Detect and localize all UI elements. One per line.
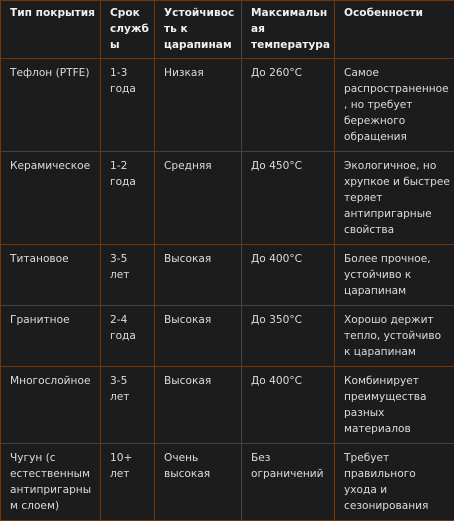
cell-service-life: 1-3 года xyxy=(101,59,155,152)
cell-coating-type: Тефлон (PTFE) xyxy=(1,59,101,152)
cell-features: Хорошо держит тепло, устойчиво к царапинам xyxy=(335,306,454,367)
cell-max-temperature: До 400°C xyxy=(242,367,335,444)
table-row xyxy=(1,306,454,367)
table-row xyxy=(1,152,454,245)
cell-service-life: 2-4 года xyxy=(101,306,155,367)
cell-scratch-resistance: Высокая xyxy=(155,306,242,367)
header-service-life: Срок службы xyxy=(101,1,155,59)
cell-features: Экологичное, но хрупкое и быстрее теряет антипригарные свойства xyxy=(335,152,454,245)
cell-features: Более прочное, устойчиво к царапинам xyxy=(335,245,454,306)
header-max-temperature: Максимальная температура xyxy=(242,1,335,59)
cell-features: Самое распространенное, но требует бережного обращения xyxy=(335,59,454,152)
cell-coating-type: Титановое xyxy=(1,245,101,306)
cell-scratch-resistance: Средняя xyxy=(155,152,242,245)
table-row xyxy=(1,444,454,521)
cell-coating-type: Чугун (с естественным антипригарным слоем) xyxy=(1,444,101,521)
cell-max-temperature: Без ограничений xyxy=(242,444,335,521)
cell-scratch-resistance: Высокая xyxy=(155,367,242,444)
cell-scratch-resistance: Высокая xyxy=(155,245,242,306)
table-header-row xyxy=(1,1,454,59)
cell-service-life: 3-5 лет xyxy=(101,367,155,444)
cell-max-temperature: До 260°C xyxy=(242,59,335,152)
header-scratch-resistance: Устойчивость к царапинам xyxy=(155,1,242,59)
cell-service-life: 3-5 лет xyxy=(101,245,155,306)
table-row xyxy=(1,367,454,444)
cell-coating-type: Многослойное xyxy=(1,367,101,444)
table-row xyxy=(1,245,454,306)
cell-service-life: 10+ лет xyxy=(101,444,155,521)
cell-max-temperature: До 400°C xyxy=(242,245,335,306)
cell-coating-type: Гранитное xyxy=(1,306,101,367)
cell-features: Комбинирует преимущества разных материалов xyxy=(335,367,454,444)
cell-service-life: 1-2 года xyxy=(101,152,155,245)
header-coating-type: Тип покрытия xyxy=(1,1,101,59)
cell-scratch-resistance: Низкая xyxy=(155,59,242,152)
cell-max-temperature: До 350°C xyxy=(242,306,335,367)
cell-coating-type: Керамическое xyxy=(1,152,101,245)
header-features: Особенности xyxy=(335,1,454,59)
table-row xyxy=(1,59,454,152)
cell-max-temperature: До 450°C xyxy=(242,152,335,245)
cell-features: Требует правильного ухода и сезонирования xyxy=(335,444,454,521)
cell-scratch-resistance: Очень высокая xyxy=(155,444,242,521)
